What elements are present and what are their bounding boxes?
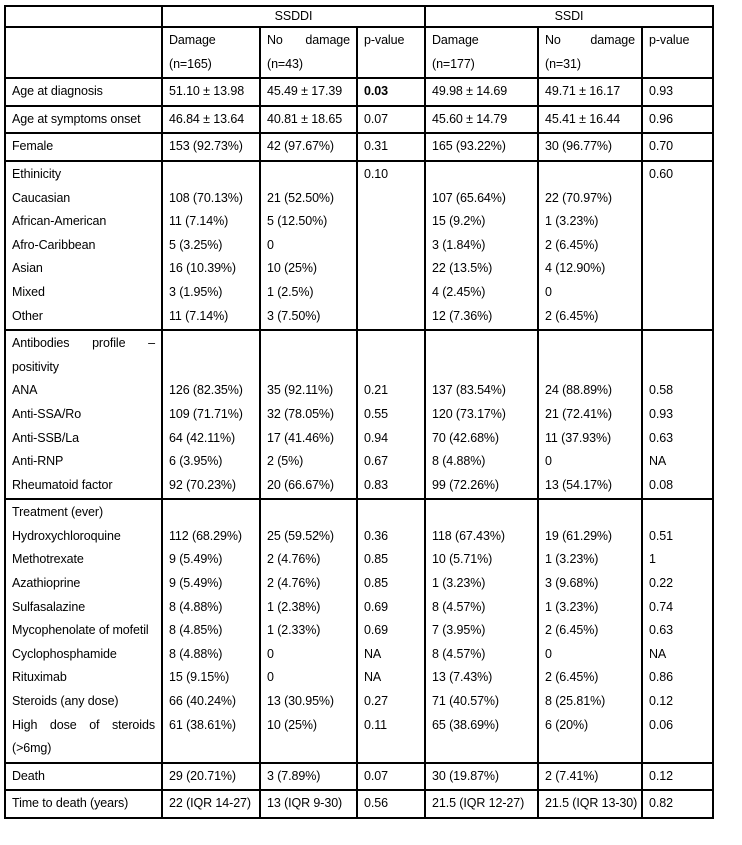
cell-line: 0.70 (649, 139, 673, 154)
cell-line: 0 (267, 646, 274, 661)
cell-line: NA (364, 670, 382, 685)
value-cell (162, 330, 260, 499)
justified-line (12, 714, 157, 738)
cell-line: 13 (IQR 9-30) (267, 796, 343, 811)
cell-line: 0.12 (649, 694, 673, 709)
cell-line: 5 (3.25%) (169, 237, 223, 252)
cell-line: Rheumatoid factor (12, 477, 113, 492)
cell-line: 1 (3.23%) (432, 576, 486, 591)
cell-line: 35 (92.11%) (267, 383, 334, 398)
corner-cell (5, 6, 162, 27)
value-cell (260, 78, 357, 106)
cell-line: 45.41 ± 16.44 (545, 111, 621, 126)
cell-line: 65 (38.69%) (432, 717, 499, 732)
cell-line: 0.55 (364, 406, 388, 421)
value-cell (260, 161, 357, 330)
p-value-cell (357, 78, 425, 106)
cell-line (267, 332, 352, 356)
cell-line: 0.74 (649, 599, 673, 614)
p-value-cell (357, 790, 425, 818)
cell-line: 2 (5%) (267, 454, 304, 469)
value-cell (425, 499, 538, 763)
cell-line (169, 163, 255, 187)
cell-line: 21 (52.50%) (267, 190, 334, 205)
value-cell (162, 161, 260, 330)
value-cell (538, 330, 642, 499)
cell-line (169, 501, 255, 525)
cell-line: 0.63 (649, 430, 673, 445)
cell-line: positivity (12, 359, 59, 374)
cell-line: 51.10 ± 13.98 (169, 84, 245, 99)
cell-line: 8 (4.88%) (432, 454, 486, 469)
cell-line (649, 356, 708, 380)
cell-line: 2 (6.45%) (545, 623, 599, 638)
column-header-cell (642, 27, 713, 78)
cell-line: 66 (40.24%) (169, 694, 236, 709)
cell-line: Asian (12, 261, 43, 276)
row-label-cell (5, 161, 162, 330)
column-header-row (5, 27, 713, 78)
cell-line: Methotrexate (12, 552, 84, 567)
cell-line: 0.69 (364, 599, 388, 614)
cell-line: Age at symptoms onset (12, 111, 141, 126)
value-cell (538, 763, 642, 791)
cell-line: 45.49 ± 17.39 (267, 84, 343, 99)
cell-line: 0.10 (364, 166, 388, 181)
cell-line: 120 (73.17%) (432, 406, 506, 421)
cell-line: 0.56 (364, 796, 388, 811)
word: – (148, 336, 155, 351)
cell-line: 1 (3.23%) (545, 552, 599, 567)
cell-line: 108 (70.13%) (169, 190, 243, 205)
cell-line: Cyclophosphamide (12, 646, 117, 661)
cell-line: 32 (78.05%) (267, 406, 334, 421)
value-cell (260, 330, 357, 499)
p-value-cell (357, 763, 425, 791)
cell-line: 0 (545, 646, 552, 661)
value-cell (425, 790, 538, 818)
cell-line: 45.60 ± 14.79 (432, 111, 508, 126)
cell-line: 15 (9.2%) (432, 214, 486, 229)
p-value-cell (357, 330, 425, 499)
row-label-cell (5, 106, 162, 134)
value-cell (162, 106, 260, 134)
cell-line (169, 356, 255, 380)
cell-line: Anti-SSB/La (12, 430, 79, 445)
cell-line: 1 (2.5%) (267, 284, 314, 299)
cell-line: 1 (2.38%) (267, 599, 321, 614)
value-cell (538, 78, 642, 106)
cell-line: (n=31) (545, 56, 581, 71)
word: No (545, 33, 561, 47)
cell-line (545, 163, 637, 187)
cell-line: 2 (4.76%) (267, 552, 321, 567)
cell-line: 9 (5.49%) (169, 552, 223, 567)
cell-line: p-value (649, 33, 690, 47)
cell-line: 8 (4.57%) (432, 646, 486, 661)
cell-line: Other (12, 308, 43, 323)
cell-line: Mycophenolate of mofetil (12, 623, 149, 638)
cell-line: Azathioprine (12, 576, 81, 591)
cell-line: 22 (IQR 14-27) (169, 796, 251, 811)
value-cell (425, 330, 538, 499)
cell-line: 0 (545, 454, 552, 469)
row-label-cell (5, 330, 162, 499)
value-cell (260, 499, 357, 763)
cell-line (432, 332, 533, 356)
cell-line: 22 (13.5%) (432, 261, 493, 276)
cell-line: 13 (30.95%) (267, 694, 334, 709)
cell-line: Death (12, 768, 45, 783)
cell-line: 71 (40.57%) (432, 694, 499, 709)
cell-line (364, 332, 420, 356)
cell-line (432, 163, 533, 187)
cell-line: 165 (93.22%) (432, 139, 506, 154)
cell-line (267, 163, 352, 187)
value-cell (162, 499, 260, 763)
cell-line: 3 (9.68%) (545, 576, 599, 591)
cell-line: 0.21 (364, 383, 388, 398)
cell-line: 0.67 (364, 454, 388, 469)
cell-line: NA (364, 646, 382, 661)
cell-line: 30 (96.77%) (545, 139, 612, 154)
value-cell (538, 161, 642, 330)
cell-line: 10 (5.71%) (432, 552, 493, 567)
cell-line: 0.63 (649, 623, 673, 638)
cell-line: 9 (5.49%) (169, 576, 223, 591)
cell-line: Anti-RNP (12, 454, 64, 469)
word: No (267, 33, 283, 47)
value-cell (260, 133, 357, 161)
cell-line (545, 501, 637, 525)
value-cell (162, 78, 260, 106)
cell-line: 0.69 (364, 623, 388, 638)
cell-line: 25 (59.52%) (267, 528, 334, 543)
cell-line: 4 (2.45%) (432, 284, 486, 299)
value-cell (260, 763, 357, 791)
cell-line (545, 356, 637, 380)
group-header-ssddi: SSDDI (162, 6, 425, 27)
cell-line: 5 (12.50%) (267, 214, 328, 229)
cell-line: 3 (1.84%) (432, 237, 486, 252)
cell-line: 1 (3.23%) (545, 214, 599, 229)
cell-line: 2 (6.45%) (545, 670, 599, 685)
cell-line (432, 356, 533, 380)
cell-line: 10 (25%) (267, 717, 317, 732)
cell-line: 3 (7.89%) (267, 768, 321, 783)
cell-line: 2 (6.45%) (545, 308, 599, 323)
row-label-cell (5, 499, 162, 763)
cell-line: Caucasian (12, 190, 71, 205)
cell-line: 21 (72.41%) (545, 406, 612, 421)
cell-line: 109 (71.71%) (169, 406, 243, 421)
cell-line: 13 (7.43%) (432, 670, 493, 685)
cell-line: 49.98 ± 14.69 (432, 84, 508, 99)
column-header-cell (538, 27, 642, 78)
p-value-cell (642, 133, 713, 161)
cell-line: 4 (12.90%) (545, 261, 606, 276)
cell-line: 7 (3.95%) (432, 623, 486, 638)
cell-line: 0.03 (364, 84, 388, 99)
cell-line: 137 (83.54%) (432, 383, 506, 398)
cell-line: 0.93 (649, 84, 673, 99)
word: profile (92, 336, 126, 351)
value-cell (162, 763, 260, 791)
cell-line: 21.5 (IQR 13-30) (545, 796, 638, 811)
cell-line: 0.83 (364, 477, 388, 492)
p-value-cell (642, 790, 713, 818)
comparison-table (4, 5, 714, 819)
value-cell (162, 790, 260, 818)
cell-line: 40.81 ± 18.65 (267, 111, 343, 126)
justified-line (12, 332, 157, 356)
value-cell (260, 790, 357, 818)
word: damage (305, 33, 350, 47)
value-cell (260, 106, 357, 134)
cell-line: Sulfasalazine (12, 599, 86, 614)
cell-line: Mixed (12, 284, 45, 299)
cell-line: 118 (67.43%) (432, 528, 505, 543)
cell-line: Age at diagnosis (12, 84, 103, 99)
cell-line: 19 (61.29%) (545, 528, 612, 543)
cell-line: 0.07 (364, 111, 388, 126)
cell-line: Damage (169, 33, 216, 47)
justified-line (267, 29, 352, 53)
cell-line: 64 (42.11%) (169, 430, 236, 445)
cell-line: 8 (4.88%) (169, 599, 223, 614)
cell-line: 16 (10.39%) (169, 261, 236, 276)
row-label-cell (5, 790, 162, 818)
word: steroids (112, 717, 155, 732)
cell-line: 0.82 (649, 796, 673, 811)
cell-line: NA (649, 646, 667, 661)
cell-line: (n=177) (432, 56, 475, 71)
cell-line: 15 (9.15%) (169, 670, 230, 685)
cell-line: 30 (19.87%) (432, 768, 499, 783)
cell-line: 8 (25.81%) (545, 694, 606, 709)
cell-line: (n=165) (169, 56, 212, 71)
cell-line: Time to death (years) (12, 796, 129, 811)
cell-line: 112 (68.29%) (169, 528, 242, 543)
row-label-cell (5, 78, 162, 106)
justified-line (545, 29, 637, 53)
cell-line: 1 (649, 552, 656, 567)
cell-line: 0.22 (649, 576, 673, 591)
cell-line: African-American (12, 214, 107, 229)
table-body (5, 78, 713, 818)
cell-line: Hydroxychloroquine (12, 528, 121, 543)
cell-line: 0 (267, 670, 274, 685)
cell-line: 20 (66.67%) (267, 477, 334, 492)
value-cell (538, 133, 642, 161)
p-value-cell (357, 133, 425, 161)
word: Antibodies (12, 336, 70, 351)
cell-line: p-value (364, 33, 405, 47)
cell-line: Afro-Caribbean (12, 237, 96, 252)
table-row (5, 106, 713, 134)
cell-line: 107 (65.64%) (432, 190, 506, 205)
p-value-cell (642, 763, 713, 791)
cell-line: 11 (37.93%) (545, 430, 612, 445)
cell-line: 1 (3.23%) (545, 599, 599, 614)
cell-line: Steroids (any dose) (12, 694, 119, 709)
cell-line: 0.94 (364, 430, 388, 445)
cell-line: 126 (82.35%) (169, 383, 243, 398)
cell-line: 0.36 (364, 528, 388, 543)
word: High (12, 717, 38, 732)
cell-line: 8 (4.88%) (169, 646, 223, 661)
table-header (5, 6, 713, 78)
cell-line: Female (12, 139, 54, 154)
table-row (5, 790, 713, 818)
p-value-cell (357, 499, 425, 763)
value-cell (538, 106, 642, 134)
cell-line (432, 501, 533, 525)
table-row (5, 763, 713, 791)
p-value-cell (642, 330, 713, 499)
cell-line (267, 356, 352, 380)
cell-line: 153 (92.73%) (169, 139, 243, 154)
p-value-cell (357, 106, 425, 134)
cell-line (649, 501, 708, 525)
cell-line: 0.58 (649, 383, 673, 398)
cell-line: Treatment (ever) (12, 505, 104, 520)
cell-line: 0.08 (649, 477, 673, 492)
cell-line: 0.31 (364, 139, 388, 154)
cell-line: 0.51 (649, 528, 673, 543)
cell-line: NA (649, 454, 667, 469)
table-row (5, 161, 713, 330)
value-cell (425, 106, 538, 134)
cell-line: 6 (20%) (545, 717, 589, 732)
value-cell (425, 161, 538, 330)
column-header-cell (425, 27, 538, 78)
group-header-ssdi: SSDI (425, 6, 713, 27)
cell-line: Anti-SSA/Ro (12, 406, 82, 421)
cell-line: (>6mg) (12, 741, 52, 756)
cell-line (649, 332, 708, 356)
column-header-cell (357, 27, 425, 78)
cell-line: 17 (41.46%) (267, 430, 334, 445)
row-label-cell (5, 763, 162, 791)
word: of (89, 717, 100, 732)
cell-line (545, 332, 637, 356)
cell-line: 8 (4.85%) (169, 623, 223, 638)
cell-line: 0.27 (364, 694, 388, 709)
cell-line: Ethinicity (12, 166, 62, 181)
value-cell (425, 763, 538, 791)
cell-line: (n=43) (267, 56, 303, 71)
cell-line: 22 (70.97%) (545, 190, 612, 205)
cell-line: 0.85 (364, 552, 388, 567)
cell-line: 0 (267, 237, 274, 252)
table-row (5, 133, 713, 161)
cell-line: 21.5 (IQR 12-27) (432, 796, 525, 811)
cell-line: 29 (20.71%) (169, 768, 236, 783)
value-cell (425, 78, 538, 106)
cell-line: 46.84 ± 13.64 (169, 111, 245, 126)
cell-line: 0.07 (364, 768, 388, 783)
value-cell (425, 133, 538, 161)
cell-line: 11 (7.14%) (169, 214, 229, 229)
cell-line: 0 (545, 284, 552, 299)
cell-line: 11 (7.14%) (169, 308, 229, 323)
table-row (5, 499, 713, 763)
cell-line: 0.93 (649, 406, 673, 421)
column-header-cell (260, 27, 357, 78)
cell-line: 0.11 (364, 717, 388, 732)
cell-line: 70 (42.68%) (432, 430, 499, 445)
p-value-cell (642, 106, 713, 134)
cell-line: 8 (4.57%) (432, 599, 486, 614)
cell-line: 6 (3.95%) (169, 454, 223, 469)
value-cell (538, 790, 642, 818)
cell-line: 12 (7.36%) (432, 308, 493, 323)
cell-line (364, 501, 420, 525)
cell-line (364, 356, 420, 380)
p-value-cell (357, 161, 425, 330)
group-header-row (5, 6, 713, 27)
cell-line: 1 (2.33%) (267, 623, 321, 638)
column-header-cell (162, 27, 260, 78)
word: damage (590, 33, 635, 47)
word: dose (49, 717, 77, 732)
cell-line: 0.86 (649, 670, 673, 685)
cell-line: 0.60 (649, 166, 673, 181)
p-value-cell (642, 161, 713, 330)
cell-line: 0.12 (649, 768, 673, 783)
table-row (5, 78, 713, 106)
cell-line: 0.96 (649, 111, 673, 126)
cell-line: ANA (12, 383, 38, 398)
cell-line: 42 (97.67%) (267, 139, 334, 154)
value-cell (538, 499, 642, 763)
cell-line: 61 (38.61%) (169, 717, 236, 732)
cell-line: 3 (1.95%) (169, 284, 223, 299)
row-label-cell (5, 133, 162, 161)
cell-line (267, 501, 352, 525)
cell-line: 10 (25%) (267, 261, 317, 276)
p-value-cell (642, 499, 713, 763)
cell-line: 92 (70.23%) (169, 477, 236, 492)
cell-line: Rituximab (12, 670, 67, 685)
cell-line: 13 (54.17%) (545, 477, 612, 492)
cell-line: 0.85 (364, 576, 388, 591)
cell-line: 2 (7.41%) (545, 768, 599, 783)
cell-line: 24 (88.89%) (545, 383, 612, 398)
table-row (5, 330, 713, 499)
cell-line: 99 (72.26%) (432, 477, 499, 492)
cell-line: 0.06 (649, 717, 673, 732)
p-value-cell (642, 78, 713, 106)
cell-line: 49.71 ± 16.17 (545, 84, 621, 99)
cell-line: 2 (4.76%) (267, 576, 321, 591)
value-cell (162, 133, 260, 161)
corner-cell (5, 27, 162, 78)
cell-line (169, 332, 255, 356)
cell-line: Damage (432, 33, 479, 47)
cell-line: 2 (6.45%) (545, 237, 599, 252)
cell-line: 3 (7.50%) (267, 308, 321, 323)
